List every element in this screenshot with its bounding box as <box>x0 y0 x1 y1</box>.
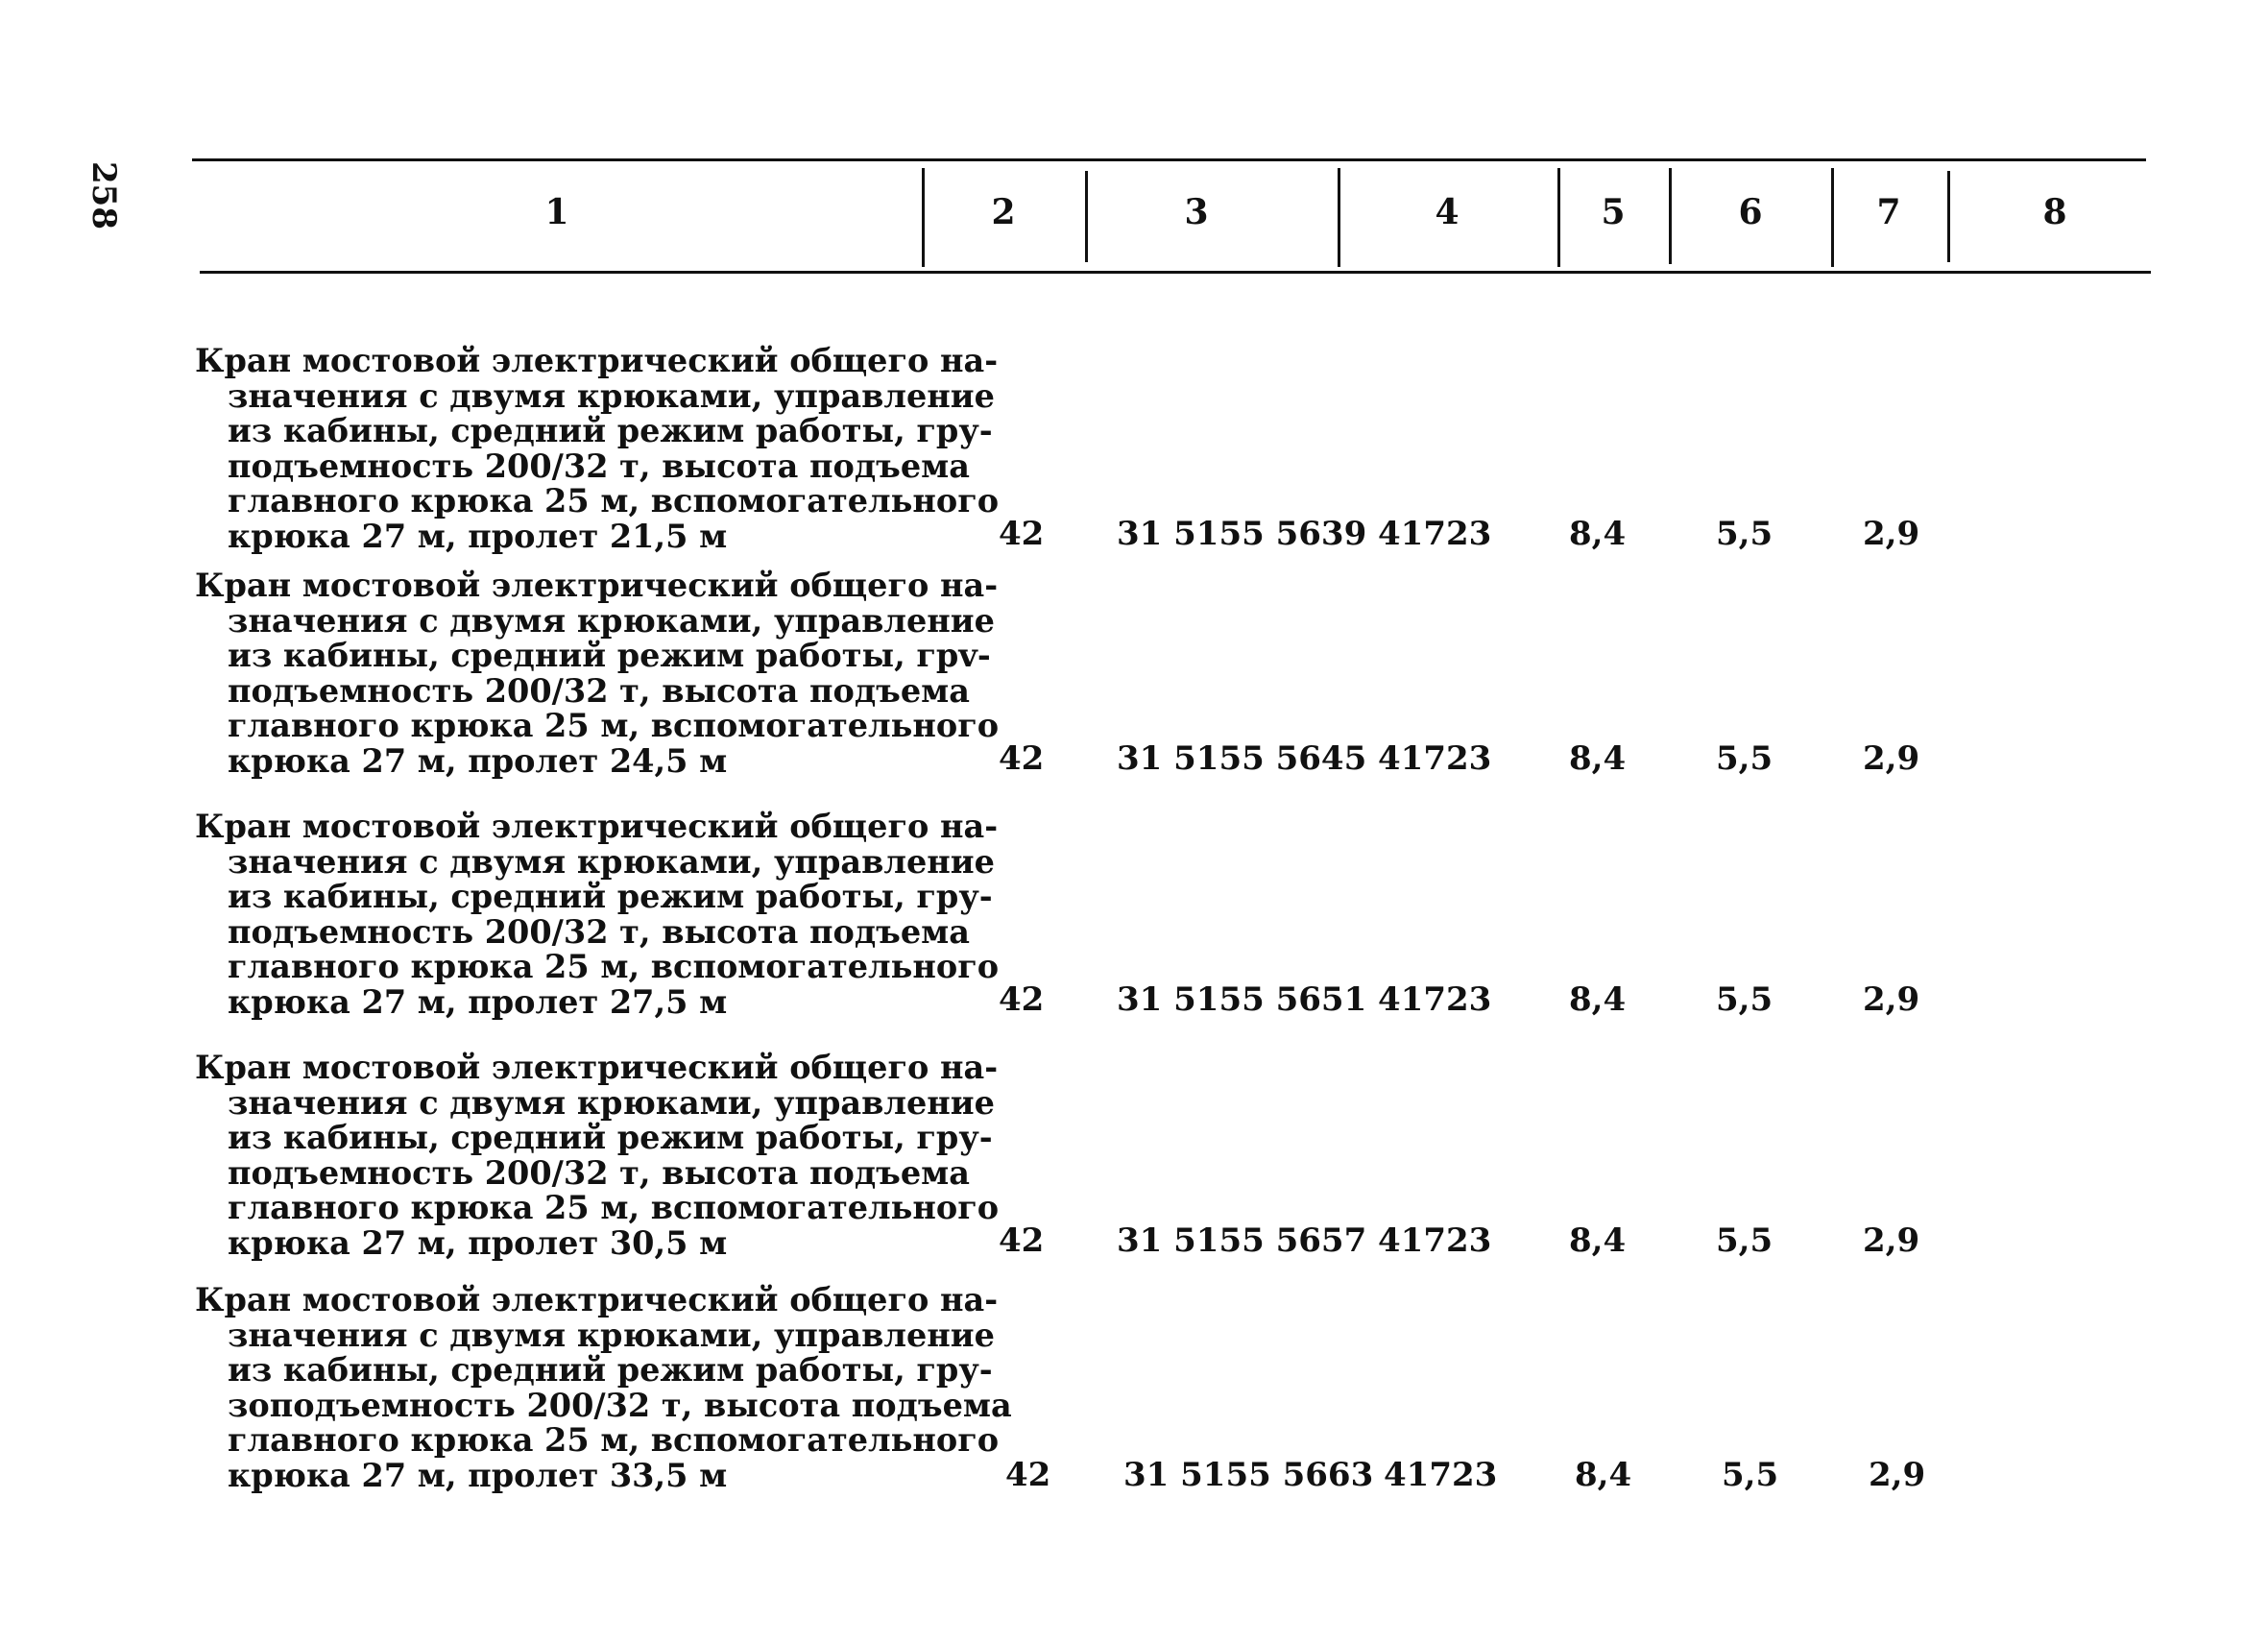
description-line: главного крюка 25 м, вспомогательного <box>228 707 1000 744</box>
cell-col-2: 42 <box>999 739 1045 778</box>
description-line: подъемность 200/32 т, высота подъема <box>228 671 970 710</box>
header-col-8: 8 <box>2042 192 2067 232</box>
description-line: из кабины, средний режим работы, грv- <box>228 637 991 674</box>
description-line: Кран мостовой электрический общего на- <box>195 1281 999 1318</box>
cell-col-4: 41723 <box>1378 980 1492 1019</box>
cell-col-6: 5,5 <box>1716 515 1773 553</box>
cell-col-3: 31 5155 5651 <box>1117 980 1367 1019</box>
table-row-description <box>195 342 1000 555</box>
header-col-3: 3 <box>1184 192 1209 232</box>
cell-col-5: 8,4 <box>1569 980 1627 1019</box>
description-line: крюка 27 м, пролет 24,5 м <box>228 741 728 780</box>
cell-col-5: 8,4 <box>1569 1221 1627 1260</box>
description-line: Кран мостовой электрический общего на- <box>195 342 999 379</box>
table-row-description <box>195 808 1000 1021</box>
header-bottom-rule <box>200 271 2151 274</box>
description-line: зоподъемность 200/32 т, высота подъема <box>228 1386 1012 1424</box>
cell-col-7: 2,9 <box>1863 515 1920 553</box>
description-line: подъемность 200/32 т, высота подъема <box>228 912 970 951</box>
description-line: значения с двумя крюками, управление <box>228 601 995 640</box>
cell-col-3: 31 5155 5639 <box>1117 515 1367 553</box>
description-line: главного крюка 25 м, вспомогательного <box>228 1421 1000 1459</box>
column-divider <box>1085 171 1088 262</box>
header-col-6: 6 <box>1738 192 1763 232</box>
cell-col-3: 31 5155 5645 <box>1117 739 1367 778</box>
cell-col-6: 5,5 <box>1716 980 1773 1019</box>
description-line: подъемность 200/32 т, высота подъема <box>228 447 970 485</box>
description-line: значения с двумя крюками, управление <box>228 1083 995 1122</box>
cell-col-7: 2,9 <box>1863 980 1920 1019</box>
description-line: крюка 27 м, пролет 21,5 м <box>228 517 728 555</box>
cell-col-7: 2,9 <box>1863 739 1920 778</box>
column-divider <box>1947 171 1950 262</box>
cell-col-4: 41723 <box>1378 515 1492 553</box>
header-col-1: 1 <box>544 192 569 232</box>
header-col-5: 5 <box>1601 192 1626 232</box>
description-line: главного крюка 25 м, вспомогательного <box>228 948 1000 985</box>
column-divider <box>922 168 925 267</box>
description-line: крюка 27 м, пролет 33,5 м <box>228 1456 728 1494</box>
page-number: 258 <box>84 161 123 230</box>
cell-col-7: 2,9 <box>1869 1456 1926 1494</box>
cell-col-6: 5,5 <box>1716 1221 1773 1260</box>
description-line: из кабины, средний режим работы, гру- <box>228 1351 993 1389</box>
header-col-7: 7 <box>1876 192 1901 232</box>
table-row-description <box>195 1049 1000 1262</box>
cell-col-4: 41723 <box>1378 1221 1492 1260</box>
column-divider <box>1338 168 1340 267</box>
table-row-description <box>195 567 1000 780</box>
description-line: из кабины, средний режим работы, гру- <box>228 1119 993 1156</box>
header-col-4: 4 <box>1435 192 1460 232</box>
cell-col-5: 8,4 <box>1569 515 1627 553</box>
description-line: крюка 27 м, пролет 27,5 м <box>228 982 728 1021</box>
table-row-description <box>195 1281 1012 1494</box>
cell-col-6: 5,5 <box>1722 1456 1779 1494</box>
cell-col-5: 8,4 <box>1569 739 1627 778</box>
header-col-2: 2 <box>991 192 1016 232</box>
description-line: из кабины, средний режим работы, гру- <box>228 878 993 915</box>
cell-col-3: 31 5155 5657 <box>1117 1221 1367 1260</box>
cell-col-7: 2,9 <box>1863 1221 1920 1260</box>
description-line: главного крюка 25 м, вспомогательного <box>228 482 1000 520</box>
description-line: главного крюка 25 м, вспомогательного <box>228 1189 1000 1226</box>
description-line: из кабины, средний режим работы, гру- <box>228 412 993 449</box>
cell-col-2: 42 <box>999 1221 1045 1260</box>
cell-col-6: 5,5 <box>1716 739 1773 778</box>
header-top-rule <box>192 158 2146 161</box>
cell-col-5: 8,4 <box>1575 1456 1632 1494</box>
cell-col-3: 31 5155 5663 <box>1123 1456 1374 1494</box>
cell-col-2: 42 <box>1005 1456 1051 1494</box>
cell-col-2: 42 <box>999 515 1045 553</box>
description-line: подъемность 200/32 т, высота подъема <box>228 1153 970 1192</box>
cell-col-2: 42 <box>999 980 1045 1019</box>
cell-col-4: 41723 <box>1384 1456 1498 1494</box>
cell-col-4: 41723 <box>1378 739 1492 778</box>
description-line: значения с двумя крюками, управление <box>228 376 995 415</box>
description-line: крюка 27 м, пролет 30,5 м <box>228 1223 728 1262</box>
description-line: значения с двумя крюками, управление <box>228 1316 995 1354</box>
description-line: Кран мостовой электрический общего на- <box>195 567 999 604</box>
description-line: Кран мостовой электрический общего на- <box>195 1049 999 1086</box>
description-line: значения с двумя крюками, управление <box>228 842 995 881</box>
description-line: Кран мостовой электрический общего на- <box>195 808 999 845</box>
